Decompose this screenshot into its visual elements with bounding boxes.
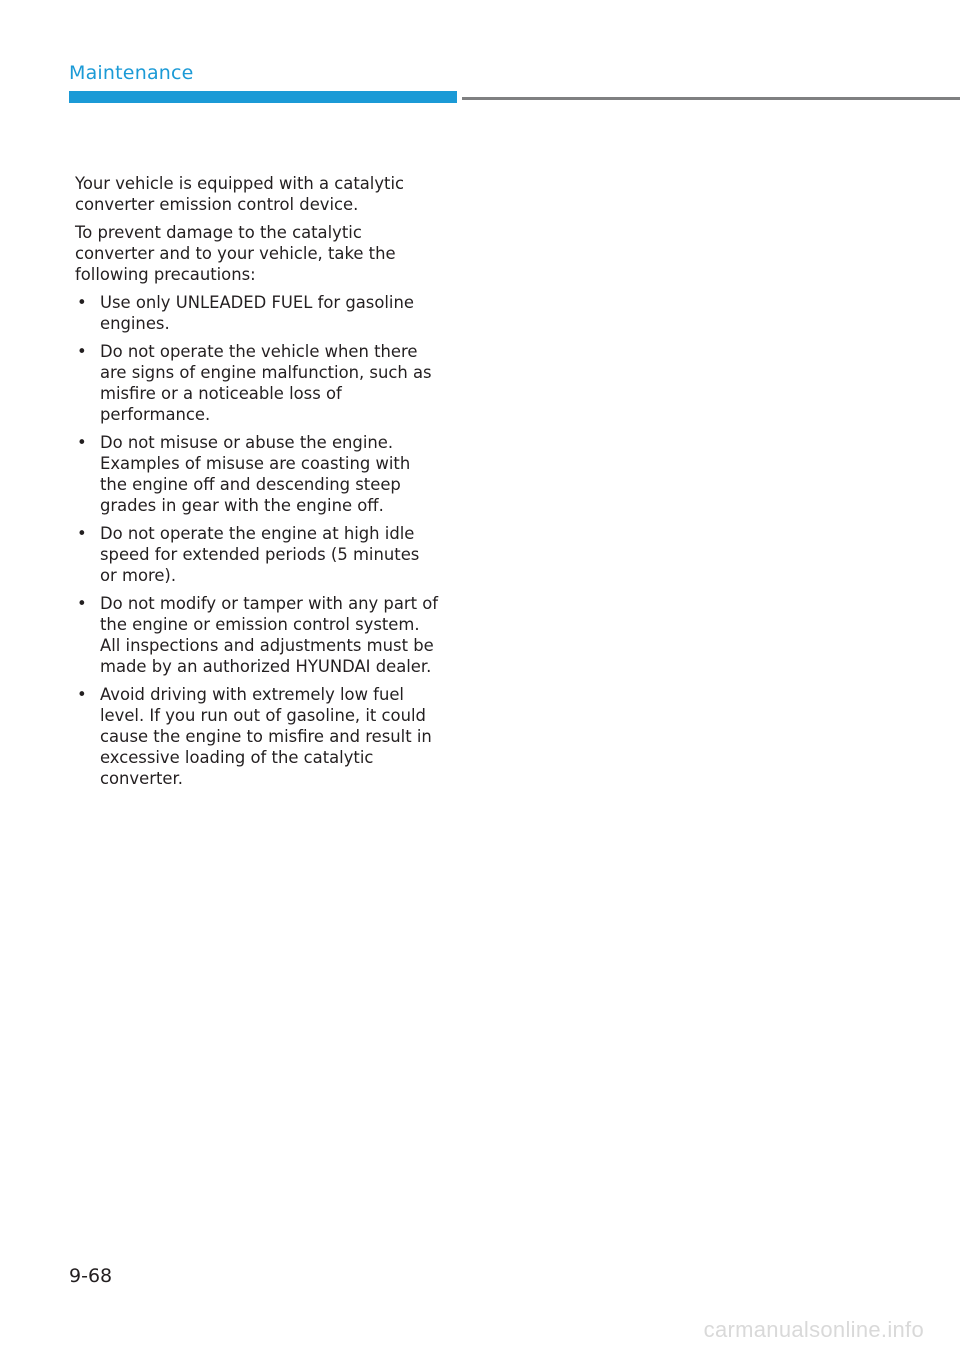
section-title: Maintenance xyxy=(69,62,194,84)
list-item xyxy=(75,432,440,516)
bullet-icon: • xyxy=(77,524,87,543)
list-item-text: Avoid driving with extremely low fuel level. If you run out of gasoline, it could cause the engine to misfire and result in excessive loading of the catalytic converter. xyxy=(100,685,432,788)
header-rule-divider xyxy=(462,97,960,100)
list-item-text: Do not modify or tamper with any part of the engine or emission control system. All inspections and adjustments must be made by an authorized HYUNDAI dealer. xyxy=(100,594,439,676)
list-item-text: Do not operate the vehicle when there are signs of engine malfunction, such as misfire or a noticeable loss of performance. xyxy=(100,342,432,424)
list-item xyxy=(75,341,440,425)
list-item-text: Use only UNLEADED FUEL for gasoline engines. xyxy=(100,293,414,333)
bullet-icon: • xyxy=(77,594,87,613)
bullet-icon: • xyxy=(77,433,87,452)
watermark: carmanualsonline.info xyxy=(703,1317,924,1342)
main-content xyxy=(75,173,440,796)
list-item xyxy=(75,593,440,677)
bullet-icon: • xyxy=(77,293,87,312)
list-item-text: Do not misuse or abuse the engine. Examples of misuse are coasting with the engine off and descending steep grades in gear with the engine off. xyxy=(100,433,411,515)
bullet-icon: • xyxy=(77,685,87,704)
intro-paragraph: Your vehicle is equipped with a catalytic converter emission control device. xyxy=(75,174,405,214)
header-rule-accent xyxy=(69,91,457,103)
list-item-text: Do not operate the engine at high idle speed for extended periods (5 minutes or more). xyxy=(100,524,420,585)
page-number: 9-68 xyxy=(69,1265,113,1287)
list-item xyxy=(75,684,440,789)
list-item xyxy=(75,523,440,586)
lead-paragraph: To prevent damage to the catalytic converter and to your vehicle, take the following precautions: xyxy=(75,223,396,284)
precautions-list xyxy=(75,292,440,789)
bullet-icon: • xyxy=(77,342,87,361)
list-item xyxy=(75,292,440,334)
